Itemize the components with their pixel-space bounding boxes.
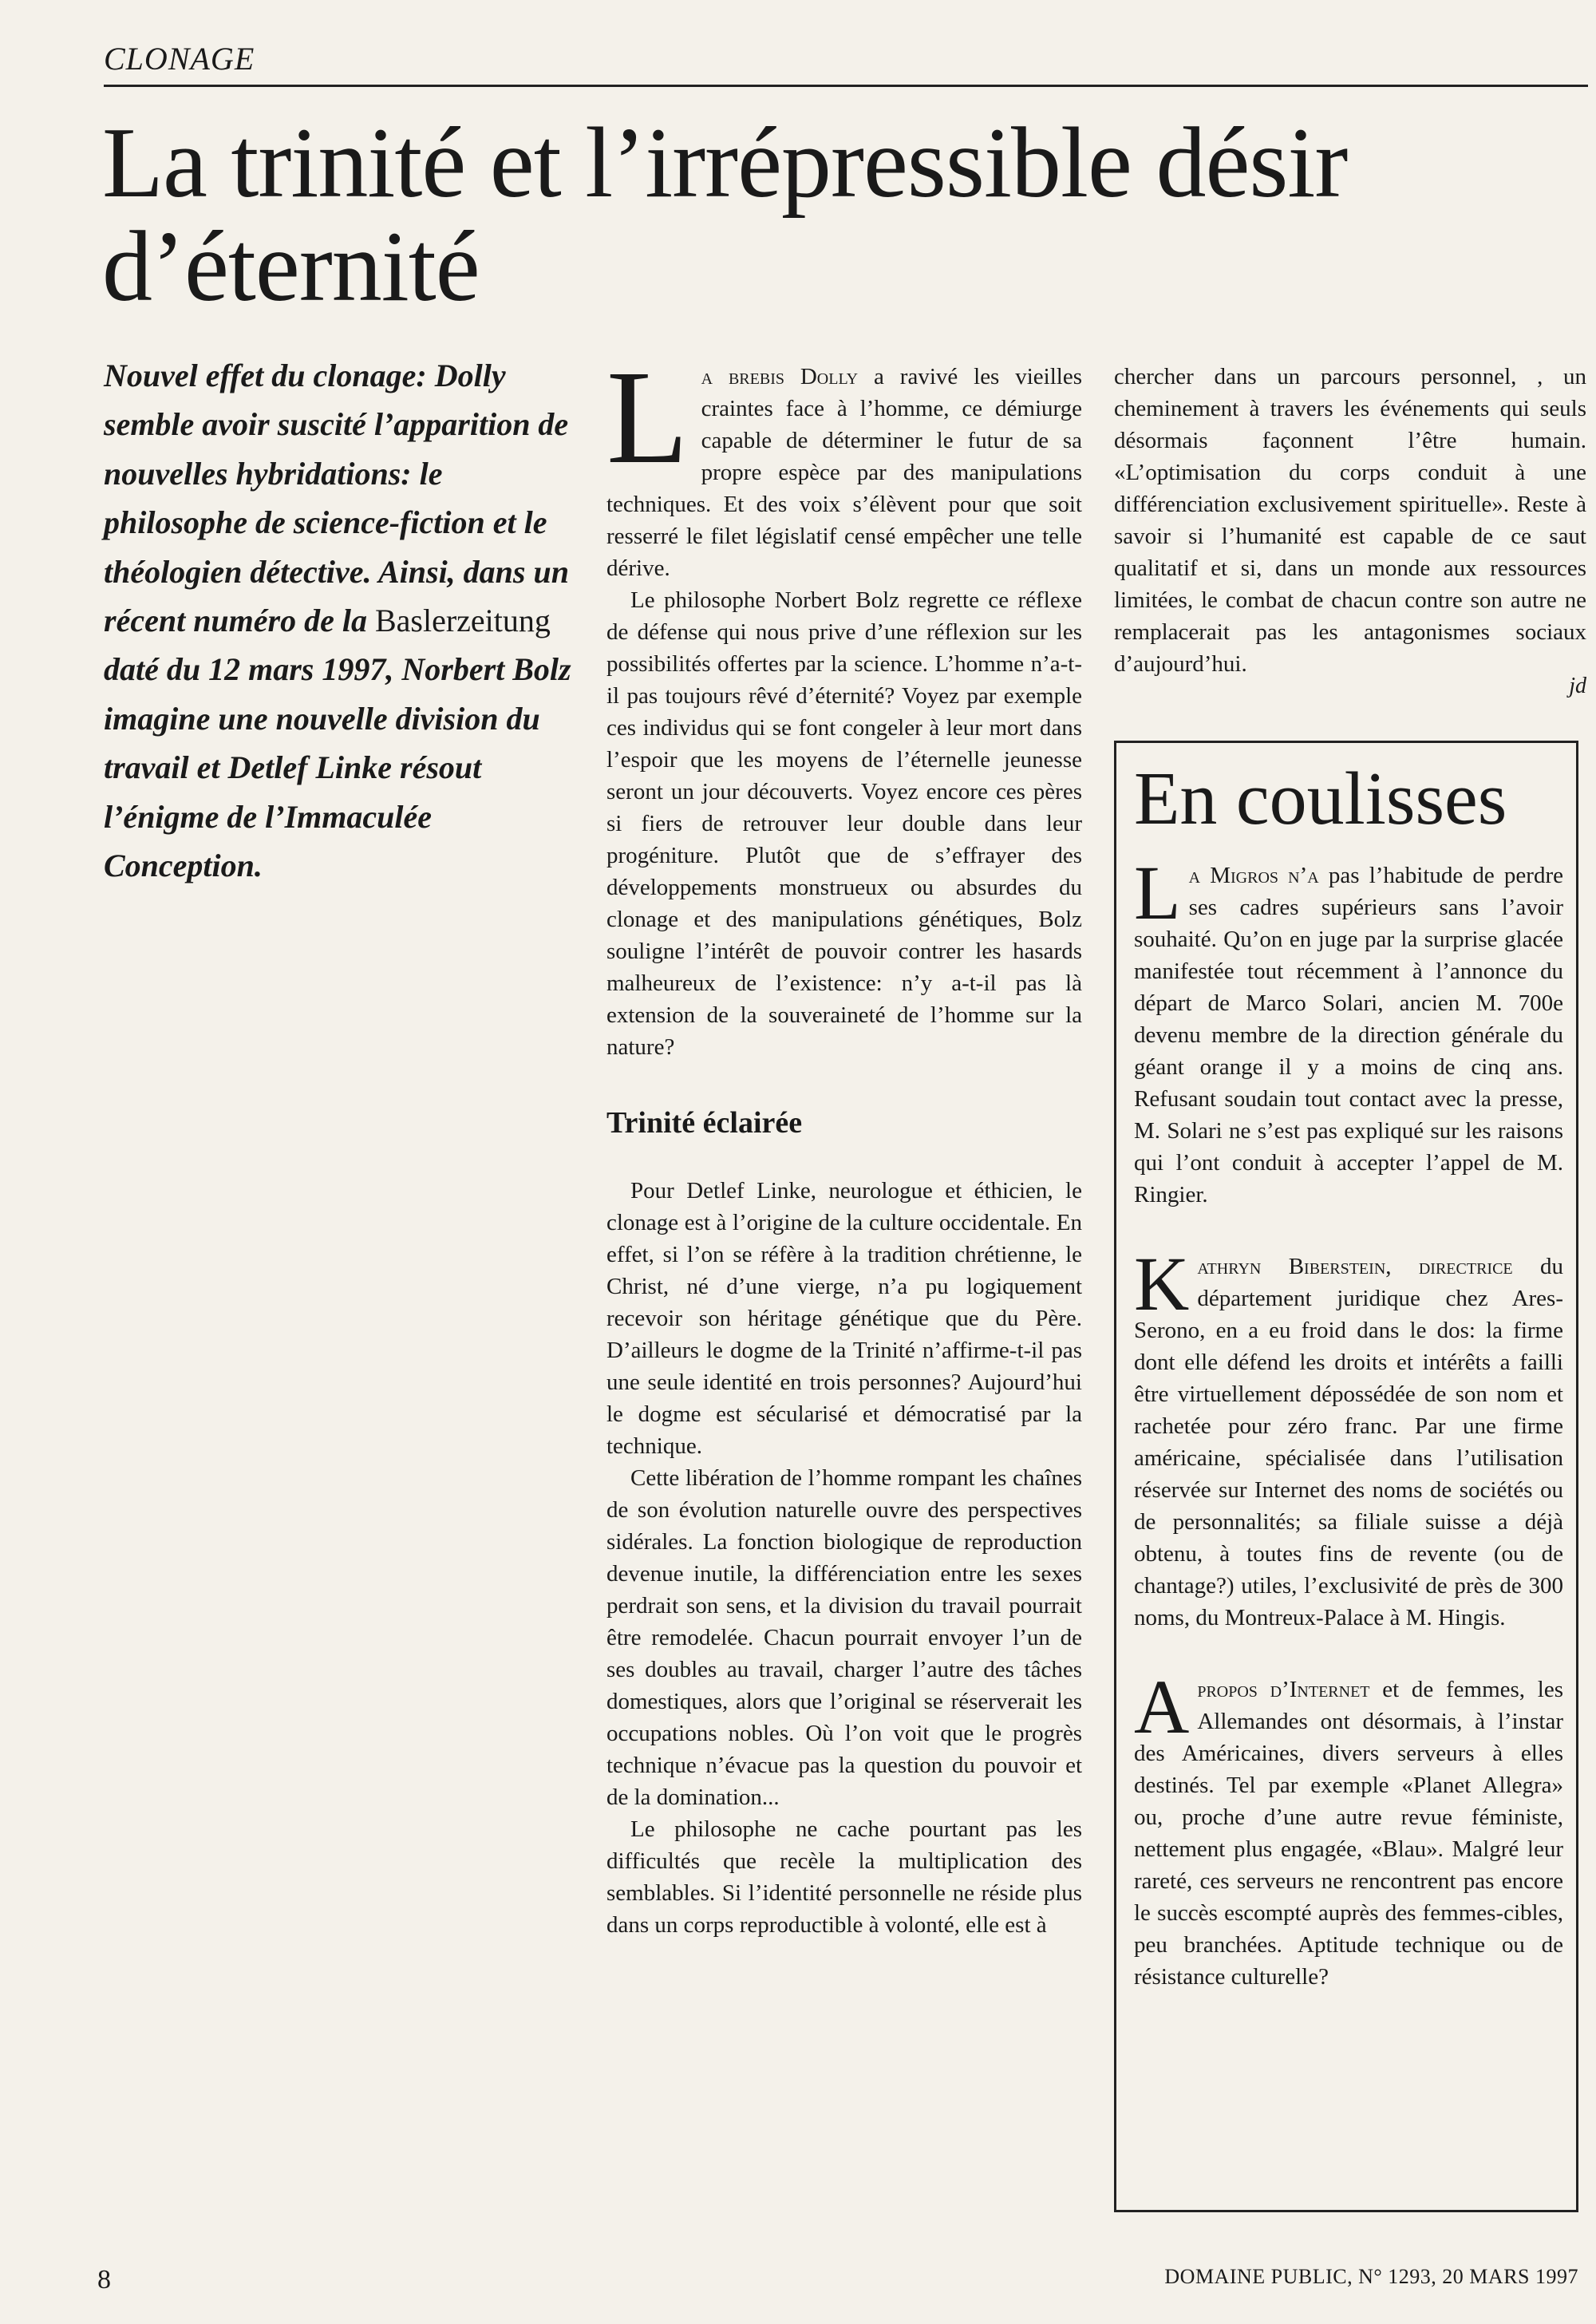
sidebar-item-text: pas l’habitude de perdre ses cadres supérieurs sans l’avoir souhaité. Qu’on en juge par la surprise glacée manifestée tout récemment à l’annonce du départ de Marco Solari, ancien M. 700e devenu membre de la direction générale du géant orange il y a moins de cinq ans. Refusant soudain tout contact avec la presse, M. Solari ne s’est pas expliqué sur les raisons qui l’ont conduit à accepter l’appel de M. Ringier. (1134, 863, 1563, 1207)
sidebar-item (1134, 850, 1563, 1211)
article-paragraph-2: Le philosophe Norbert Bolz regrette ce réflexe de défense qui nous prive d’une réflexion sur les possibilités offertes par la science. L’homme n’a-t-il pas toujours rêvé d’éternité? Voyez par exemple ces individus qui se font congeler à leur mort dans l’espoir que les moyens de l’éternelle jeunesse seront un jour découverts. Voyez encore ces pères si fiers de retrouver leur double dans leur progéniture. Plutôt que de s’effrayer des développements monstrueux ou absurdes du clonage et des manipulations génétiques, Bolz souligne l’intérêt de pouvoir contrer les hasards malheureux de l’existence: n’y a-t-il pas là extension de la souveraineté de l’homme sur la nature? (606, 587, 1082, 1060)
sidebar-drop-cap: L (1134, 850, 1181, 935)
top-rule (104, 85, 1588, 87)
lead-paragraph (104, 351, 583, 890)
lead-text-2: daté du 12 mars 1997, Norbert Bolz imagine une nouvelle division du travail et Detlef Linke résout l’énigme de l’Immaculée Conception. (104, 651, 571, 884)
drop-cap: L (606, 343, 689, 492)
sidebar-item (1134, 1664, 1563, 1993)
article-column-2 (1114, 361, 1586, 696)
publication-footer: DOMAINE PUBLIC, N° 1293, 20 MARS 1997 (1164, 2265, 1578, 2288)
opening-small-caps: a brebis Dolly (701, 364, 859, 389)
headline: La trinité et l’irrépressible désir d’éternité (102, 108, 1348, 322)
subheading: Trinité éclairée (606, 1106, 803, 1140)
page-number: 8 (97, 2265, 111, 2294)
section-label: CLONAGE (104, 41, 255, 77)
article-column-1 (606, 343, 1082, 1941)
sidebar-drop-cap: A (1134, 1664, 1190, 1749)
sidebar-item-text: du département juridique chez Ares-Serono, en a eu froid dans le dos: la firme dont elle défend les droits et intérêts a failli être virtuellement dépossédée de son nom et rachetée pour zéro franc. Par une firme américaine, spécialisée dans l’utilisation réservée sur Internet des noms de sociétés ou de personnalités; sa filiale suisse a déjà obtenu, à toutes fins de revente (ou de chantage?) utiles, l’exclusivité de près de 300 noms, du Montreux-Palace à M. Hingis. (1134, 1254, 1563, 1630)
lead-publication: Baslerzeitung (374, 603, 551, 639)
sidebar-item-text: et de femmes, les Allemandes ont désormais, à l’instar des Américaines, divers serveurs à elles destinés. Tel par exemple «Planet Allegra» ou, proche d’une autre revue féministe, nettement plus engagée, «Blau». Malgré leur rareté, ces serveurs ne rencontrent pas encore le succès escompté auprès des femmes-cibles, peu branchées. Aptitude technique ou de résistance culturelle? (1134, 1677, 1563, 1990)
article-paragraph-5: Le philosophe ne cache pourtant pas les difficultés que recèle la multiplication des semblables. Si l’identité personnelle ne réside plus dans un corps reproductible à volonté, elle est à (606, 1816, 1082, 1938)
sidebar-box (1114, 741, 1578, 2212)
sidebar-small-caps: propos d’Internet (1197, 1677, 1370, 1702)
sidebar-item (1134, 1241, 1563, 1634)
article-paragraph-6: chercher dans un parcours personnel, , un cheminement à travers les événements qui seuls désormais façonnent l’être humain. «L’optimisation du corps conduit à une différenciation exclusivement spirituelle». Reste à savoir si l’humanité est capable de ce saut qualitatif et si, dans un monde aux ressources limitées, le combat de chacun contre son autre ne remplacerait pas les antagonismes sociaux d’aujourd’hui. (1114, 364, 1586, 677)
sidebar-drop-cap: K (1134, 1241, 1190, 1326)
article-paragraph-1 (606, 343, 1082, 584)
article-paragraph-4: Cette libération de l’homme rompant les chaînes de son évolution naturelle ouvre des perspectives sidérales. La fonction biologique de reproduction devenue inutile, la différenciation entre les sexes perdrait son sens, et la division du travail pourrait être remodelée. Chacun pourrait envoyer l’un de ses doubles au travail, charger l’autre des tâches domestiques, alors que l’original se réserverait les occupations nobles. Où l’on voit que le progrès technique n’évacue pas la question du pouvoir et de la domination... (606, 1465, 1082, 1810)
lead-text-1: Nouvel effet du clonage: Dolly semble avoir suscité l’apparition de nouvelles hybridations: le philosophe de science-fiction et le théologien détective. Ainsi, dans un récent numéro de la (104, 358, 569, 639)
article-p1-text: a ravivé les vieilles craintes face à l’homme, ce démiurge capable de déterminer le futur de sa propre espèce par des manipulations techniques. Et des voix s’élèvent pour que soit resserré le filet législatif censé empêcher une telle dérive. (606, 364, 1082, 581)
sidebar-title: En coulisses (1134, 757, 1507, 840)
sidebar-small-caps: a Migros n’a (1188, 863, 1319, 888)
article-paragraph-3: Pour Detlef Linke, neurologue et éthicien, le clonage est à l’origine de la culture occidentale. En effet, si l’on se réfère à la tradition chrétienne, le Christ, né d’une vierge, n’a pu logiquement recevoir son héritage génétique que du Père. D’ailleurs le dogme de la Trinité n’affirme-t-il pas une seule identité en trois personnes? Aujourd’hui le dogme est sécularisé et démocratisé par la technique. (606, 1178, 1082, 1459)
sidebar-small-caps: athryn Biberstein, directrice (1197, 1254, 1513, 1279)
author-signature: jd (1569, 674, 1586, 698)
